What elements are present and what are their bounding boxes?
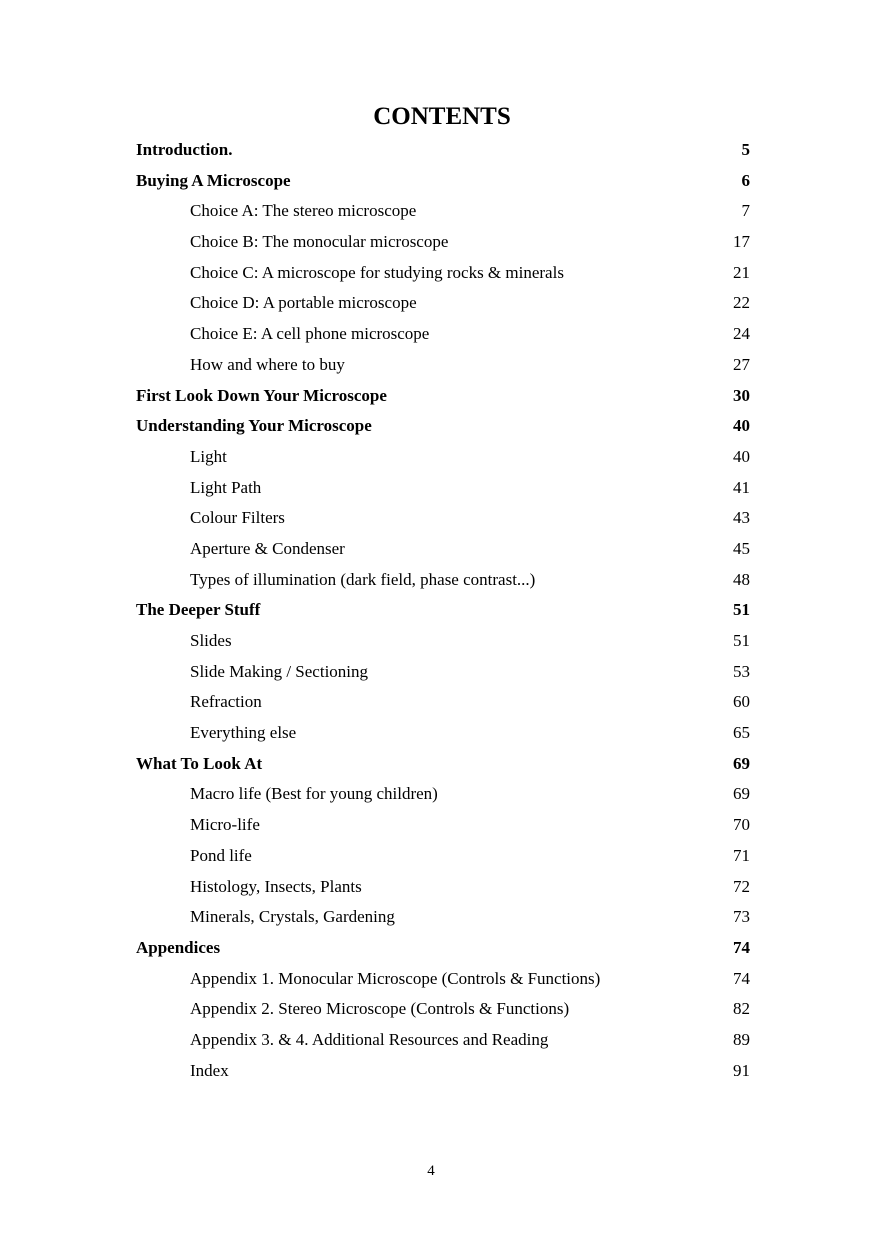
toc-entry-page-number: 70 — [733, 815, 750, 835]
toc-entry-page-number: 24 — [733, 324, 750, 344]
toc-entry-label: Appendix 3. & 4. Additional Resources and Reading — [190, 1029, 549, 1049]
toc-entry-page-number: 51 — [733, 600, 750, 620]
toc-subsection-entry — [136, 1028, 750, 1059]
toc-entry-label: Choice C: A microscope for studying rocks & minerals — [190, 262, 564, 282]
toc-entry-label: Slide Making / Sectioning — [190, 661, 369, 681]
toc-section-entry — [136, 414, 750, 445]
toc-entry-page-number: 65 — [733, 723, 750, 743]
toc-subsection-entry — [136, 568, 750, 599]
toc-subsection-entry — [136, 353, 750, 384]
toc-subsection-entry — [136, 905, 750, 936]
toc-entry-label: Understanding Your Microscope — [136, 416, 372, 436]
toc-subsection-entry — [136, 997, 750, 1028]
toc-entry-label: Minerals, Crystals, Gardening — [190, 907, 395, 927]
toc-subsection-entry — [136, 1059, 750, 1090]
toc-subsection-entry — [136, 660, 750, 691]
toc-entry-page-number: 74 — [733, 937, 750, 957]
toc-entry-label: Histology, Insects, Plants — [190, 876, 362, 896]
toc-entry-label: First Look Down Your Microscope — [136, 385, 387, 405]
toc-entry-label: Introduction. — [136, 140, 233, 159]
toc-entry-label: Choice D: A portable microscope — [190, 293, 417, 313]
toc-entry-label: Index — [190, 1060, 229, 1080]
toc-section-entry — [136, 752, 750, 783]
toc-entry-page-number: 69 — [733, 753, 750, 773]
toc-entry-label: How and where to buy — [190, 354, 345, 374]
toc-entry-label: Aperture & Condenser — [190, 538, 345, 558]
toc-subsection-entry — [136, 291, 750, 322]
toc-subsection-entry — [136, 537, 750, 568]
toc-entry-page-number: 89 — [733, 1029, 750, 1049]
toc-subsection-entry — [136, 629, 750, 660]
toc-entry-label: Colour Filters — [190, 508, 285, 528]
toc-entry-label: Appendix 2. Stereo Microscope (Controls & Functions) — [190, 999, 570, 1019]
toc-entry-page-number: 30 — [733, 385, 750, 405]
toc-entry-label: Micro-life — [190, 815, 260, 835]
toc-subsection-entry — [136, 813, 750, 844]
toc-entry-label: Light — [190, 446, 227, 466]
toc-entry-label: What To Look At — [136, 753, 263, 773]
toc-subsection-entry — [136, 967, 750, 998]
toc-entry-page-number: 73 — [733, 907, 750, 927]
toc-subsection-entry — [136, 690, 750, 721]
toc-entry-page-number: 7 — [741, 201, 750, 221]
toc-entry-page-number: 74 — [733, 968, 750, 988]
toc-entry-label: Choice A: The stereo microscope — [190, 201, 417, 221]
toc-entry-page-number: 5 — [741, 140, 750, 159]
toc-entry-page-number: 48 — [733, 569, 750, 589]
toc-entry-page-number: 40 — [733, 416, 750, 436]
toc-subsection-entry — [136, 230, 750, 261]
page-number: 4 — [427, 1163, 435, 1179]
toc-entry-label: Choice B: The monocular microscope — [190, 232, 449, 252]
toc-subsection-entry — [136, 322, 750, 353]
toc-entry-page-number: 82 — [733, 999, 750, 1019]
toc-entry-page-number: 17 — [733, 232, 750, 252]
toc-subsection-entry — [136, 506, 750, 537]
toc-entry-label: Choice E: A cell phone microscope — [190, 324, 430, 344]
toc-entry-page-number: 43 — [733, 508, 750, 528]
toc-section-entry — [136, 169, 750, 200]
toc-entry-label: Everything else — [190, 723, 297, 743]
toc-entry-label: Light Path — [190, 477, 262, 497]
toc-entry-page-number: 60 — [733, 692, 750, 712]
toc-entry-page-number: 21 — [733, 262, 750, 282]
toc-section-entry — [136, 384, 750, 415]
toc-entry-page-number: 41 — [733, 477, 750, 497]
toc-entry-label: The Deeper Stuff — [136, 600, 261, 620]
toc-entry-label: Appendices — [136, 937, 221, 957]
toc-subsection-entry — [136, 782, 750, 813]
toc-entry-page-number: 91 — [733, 1060, 750, 1080]
toc-entry-page-number: 71 — [733, 845, 750, 865]
toc-entry-page-number: 51 — [733, 631, 750, 650]
toc-subsection-entry — [136, 844, 750, 875]
toc-entry-label: Slides — [190, 631, 232, 650]
toc-entry-label: Pond life — [190, 845, 252, 865]
toc-entry-label: Refraction — [190, 692, 262, 712]
toc-section-entry — [136, 936, 750, 967]
toc-subsection-entry — [136, 261, 750, 292]
toc-entry-label: Appendix 1. Monocular Microscope (Controls & Functions) — [190, 968, 601, 988]
toc-entry-page-number: 72 — [733, 876, 750, 896]
toc-entry-page-number: 69 — [733, 784, 750, 804]
toc-subsection-entry — [136, 199, 750, 230]
toc-entry-label: Buying A Microscope — [136, 170, 291, 190]
toc-entry-label: Types of illumination (dark field, phase contrast...) — [190, 569, 536, 589]
toc-entry-page-number: 22 — [733, 293, 750, 313]
table-of-contents — [136, 138, 750, 1089]
toc-section-entry — [136, 598, 750, 629]
toc-entry-page-number: 27 — [733, 354, 750, 374]
toc-subsection-entry — [136, 476, 750, 507]
toc-entry-page-number: 45 — [733, 538, 750, 558]
page-title: CONTENTS — [373, 103, 511, 130]
toc-subsection-entry — [136, 875, 750, 906]
toc-subsection-entry — [136, 445, 750, 476]
toc-entry-page-number: 6 — [741, 170, 750, 190]
toc-section-entry — [136, 138, 750, 169]
toc-entry-page-number: 53 — [733, 661, 750, 681]
toc-subsection-entry — [136, 721, 750, 752]
toc-entry-page-number: 40 — [733, 446, 750, 466]
toc-entry-label: Macro life (Best for young children) — [190, 784, 438, 804]
